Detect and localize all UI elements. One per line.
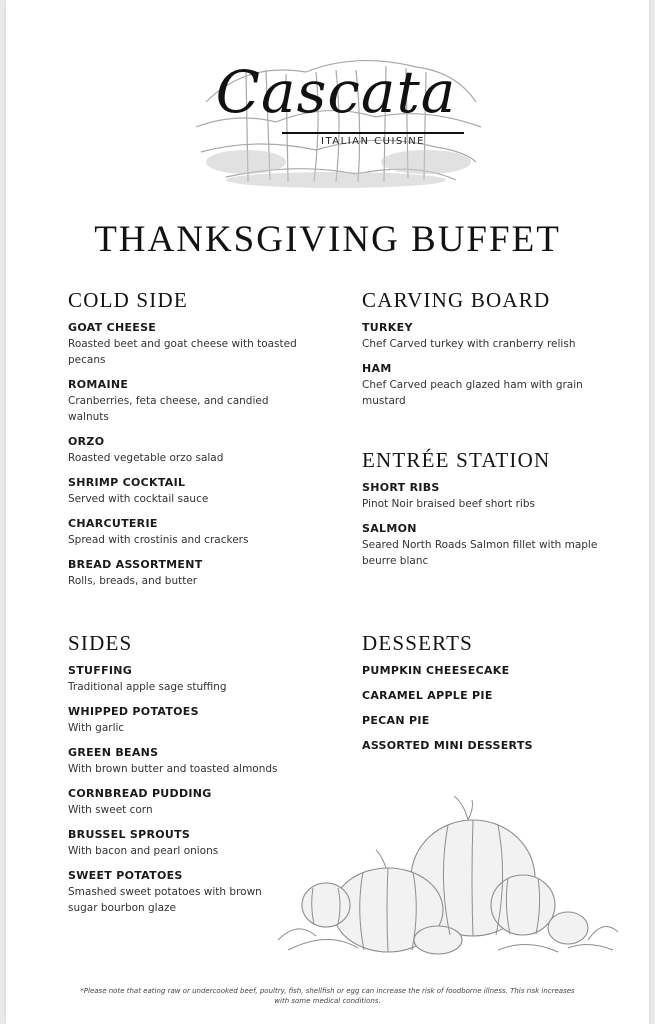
menu-item xyxy=(68,516,298,548)
item-description: Rolls, breads, and butter xyxy=(68,575,198,587)
menu-item xyxy=(362,713,627,729)
menu-item xyxy=(362,521,627,569)
menu-item xyxy=(68,786,293,818)
item-name: WHIPPED POTATOES xyxy=(68,705,199,718)
menu-item xyxy=(68,434,298,466)
section-title: CARVING BOARD xyxy=(362,288,551,312)
item-name: BREAD ASSORTMENT xyxy=(68,558,203,571)
menu-item xyxy=(68,704,293,736)
menu-item xyxy=(362,361,627,409)
menu-item xyxy=(362,480,627,512)
menu-item xyxy=(362,738,627,754)
menu-item xyxy=(68,663,293,695)
section-entree-station xyxy=(362,448,627,578)
menu-item xyxy=(68,475,298,507)
item-name: HAM xyxy=(362,362,392,375)
item-name: BRUSSEL SPROUTS xyxy=(68,828,191,841)
item-name: SALMON xyxy=(362,522,417,535)
item-description: Traditional apple sage stuffing xyxy=(68,681,227,693)
menu-item xyxy=(68,320,298,368)
menu-item xyxy=(68,827,293,859)
item-name: ROMAINE xyxy=(68,378,129,391)
menu-item xyxy=(68,745,293,777)
pumpkin-harvest-sketch-icon xyxy=(268,790,628,960)
item-description: Pinot Noir braised beef short ribs xyxy=(362,498,535,510)
menu-item xyxy=(362,688,627,704)
item-name: CORNBREAD PUDDING xyxy=(68,787,212,800)
item-name: SWEET POTATOES xyxy=(68,869,183,882)
item-name: ORZO xyxy=(68,435,105,448)
footnote: *Please note that eating raw or undercooked beef, poultry, fish, shellfish or egg can increase the risk of foodborne illness. This risk increases with some medical conditions. xyxy=(80,987,575,1005)
item-name: PECAN PIE xyxy=(362,714,430,727)
item-name: PUMPKIN CHEESECAKE xyxy=(362,664,510,677)
restaurant-logo xyxy=(186,32,486,192)
item-description: Chef Carved peach glazed ham with grain mustard xyxy=(362,379,583,407)
logo-subtitle: ITALIAN CUISINE xyxy=(321,136,425,147)
item-name: CARAMEL APPLE PIE xyxy=(362,689,493,702)
item-description: Served with cocktail sauce xyxy=(68,493,209,505)
item-description: With bacon and pearl onions xyxy=(68,845,219,857)
item-description: With sweet corn xyxy=(68,804,153,816)
logo-rule xyxy=(282,132,464,134)
item-description: Roasted beet and goat cheese with toasted pecans xyxy=(68,338,297,366)
menu-item xyxy=(362,663,627,679)
section-carving-board xyxy=(362,288,627,418)
menu-item xyxy=(68,377,298,425)
item-name: CHARCUTERIE xyxy=(68,517,158,530)
section-desserts xyxy=(362,631,627,763)
item-name: STUFFING xyxy=(68,664,133,677)
item-name: SHORT RIBS xyxy=(362,481,440,494)
section-title: SIDES xyxy=(68,631,133,655)
section-title: DESSERTS xyxy=(362,631,474,655)
item-name: SHRIMP COCKTAIL xyxy=(68,476,186,489)
menu-page xyxy=(6,0,649,1024)
item-name: GREEN BEANS xyxy=(68,746,159,759)
item-name: ASSORTED MINI DESSERTS xyxy=(362,739,533,752)
menu-item xyxy=(68,868,293,916)
item-description: Cranberries, feta cheese, and candied walnuts xyxy=(68,395,269,423)
menu-item xyxy=(362,320,627,352)
menu-item xyxy=(68,557,298,589)
section-title: ENTRÉE STATION xyxy=(362,448,551,472)
section-sides xyxy=(68,631,293,925)
item-description: Chef Carved turkey with cranberry relish xyxy=(362,338,576,350)
logo-wordmark: Cascata xyxy=(215,58,457,126)
item-description: With brown butter and toasted almonds xyxy=(68,763,278,775)
item-description: Smashed sweet potatoes with brown sugar bourbon glaze xyxy=(68,886,262,914)
item-name: TURKEY xyxy=(362,321,413,334)
item-description: Spread with crostinis and crackers xyxy=(68,534,249,546)
section-cold-side xyxy=(68,288,298,598)
section-title: COLD SIDE xyxy=(68,288,188,312)
page-title: THANKSGIVING BUFFET xyxy=(94,219,561,260)
item-name: GOAT CHEESE xyxy=(68,321,157,334)
item-description: With garlic xyxy=(68,722,125,734)
item-description: Roasted vegetable orzo salad xyxy=(68,452,224,464)
item-description: Seared North Roads Salmon fillet with maple beurre blanc xyxy=(362,539,598,567)
